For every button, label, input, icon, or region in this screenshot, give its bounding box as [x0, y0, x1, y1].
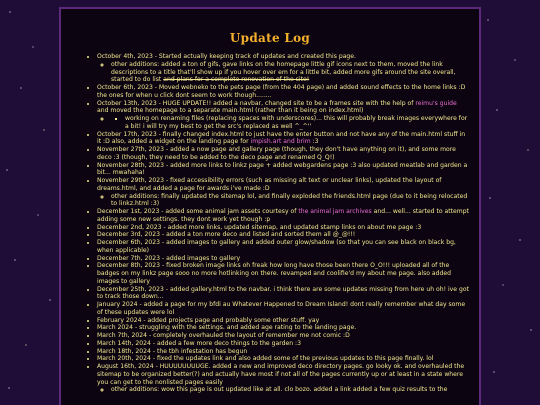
log-entry: • November 28th, 2023 - added more links to linkz page + added webgardens page :3 also updated meatlab and garden a bit... mwahaha!: [97, 162, 469, 178]
sub-entry: ◦ other additions: added a ton of gifs, gave links on the homepage little gif icons next to them, moved the link descriptions to a title that'll show up if you hover over em for a little bit, added more gifs around the site overall, started to do list and plans for a complete renovation of the site!: [111, 61, 469, 84]
sub-entry: [111, 115, 469, 131]
log-entry: • December 7th, 2023 - added images to gallery: [97, 255, 469, 263]
log-entry: • August 16th, 2024 - HUUUUUUUUGE. added a new and improved deco directory pages. go looky ok. and overhauled the sitemap to be organized better(?) and actually have most if not all of the pages currently up or at least in a state where you can get to the nonlisted pages easily ◦ other additions: wow this page is out updated like at all. clo bozo. added a link added a few quiz results to the: [97, 363, 469, 394]
log-entry: • March 14th, 2024 - added a few more deco things to the garden :3: [97, 340, 469, 348]
update-log-panel: [59, 7, 481, 405]
log-entry: • December 6th, 2023 - added images to gallery and added outer glow/shadow (so that you can see black on black bg, when applicable): [97, 239, 469, 255]
log-entry: • October 4th, 2023 - Started actually keeping track of updates and created this page. ◦ other additions: added a ton of gifs, gave links on the homepage little gif icons next to them, moved the link descriptions to a title that'll show up if you hover over em for a little bit, added more gifs around the site overall, started to do list and plans for a complete renovation of the site!: [97, 53, 469, 84]
log-entry: • January 2024 - added a page for my bfdi au Whatever Happened to Dream Island! dont really remember what day some of these updates were lol: [97, 301, 469, 317]
log-entry: • December 8th, 2023 - fixed broken image links oh freak how long have those been there O_O!!! uploaded all of the badges on my linkz page sooo no more hotlinking on there. revamped and coolifie'd my about me page. also added images to gallery: [97, 262, 469, 285]
sub-list: [97, 61, 469, 84]
log-entry: • October 6th, 2023 - Moved webneko to the pets page (from the 404 page) and added sound effects to the home links :D the ones for when u click dont seem to work though........: [97, 84, 469, 100]
sub-entry: ◦ other additions: finally updated the sitemap lol, and finally exploded the friends.html page (due to it being relocated to linkz.html :3): [111, 193, 469, 209]
log-entry: • December 3rd, 2023 - added a ton more deco and listed and sorted them all @_@!!!: [97, 231, 469, 239]
update-list: [61, 53, 479, 394]
sub-sub-list: [111, 115, 469, 131]
log-entry: • November 27th, 2023 - added a now page and gallery page (though, they don't have anything on it), and some more deco :3 (though, they need to be added to the deco page and renamed Q_Q!): [97, 146, 469, 162]
strikethrough-text: and plans for a complete renovation of the site!: [163, 76, 310, 84]
log-entry: • March 7th, 2024 - completely overhauled the layout of remember me not comic :D: [97, 332, 469, 340]
sub-entry: ◦ other additions: wow this page is out updated like at all. clo bozo. added a link added a few quiz results to the: [111, 386, 469, 394]
page-title: Update Log: [229, 31, 311, 45]
log-entry: • December 25th, 2023 - added gallery.html to the navbar. i think there are some updates missing from here uh oh! ive got to track those down...: [97, 286, 469, 302]
reimu-guide-link[interactable]: reimu's guide: [415, 99, 457, 107]
sub-list: [97, 386, 469, 394]
log-entry: • March 18th, 2024 - the tbh infestation has begun: [97, 348, 469, 356]
log-entry: • March 2024 - struggling with the settings. and added age rating to the landing page.: [97, 324, 469, 332]
log-entry: • February 2024 - added projects page and probably some other stuff. yay: [97, 317, 469, 325]
sub-entry: ▪ ◦ working on renaming files (replacing spaces with underscores)... this will probably break images everywhere for a bit! i will try my best to get the src's replaced as well ^_^'': [125, 115, 469, 131]
impish-art-link[interactable]: impish.art and brim: [250, 138, 311, 146]
sub-list: [97, 193, 469, 209]
log-entry: • March 20th, 2024 - fixed the updates link and also added some of the previous updates to this page finally. lol: [97, 355, 469, 363]
log-entry: • October 17th, 2023 - finally changed index.html to just have the enter button and not have any of the main.html stuff in it :D also, added a widget on the landing page for impish.art and brim :3: [97, 131, 469, 147]
log-entry: • December 2nd, 2023 - added more links, updated sitemap, and updated stamp links on about me page :3: [97, 224, 469, 232]
log-entry: • December 1st, 2023 - added some animal jam assets courtesy of the animal jam archives and... well... started to attempt adding some new settings. they dont work yet though :p: [97, 208, 469, 224]
sub-list: [97, 115, 469, 131]
log-entry: • November 29th, 2023 - fixed accessibility errors (such as missing alt text or unclear links), updated the layout of dreams.html, and added a page for awards i've made :D ◦ other additions: finally updated the sitemap lol, and finally exploded the friends.html page (due to it being relocated to linkz.html :3): [97, 177, 469, 208]
log-entry: • October 13th, 2023 - HUGE UPDATE!! added a navbar, changed site to be a frames site with the help of reimu's guide and moved the homepage to a separate main.html (rather than it being on index.html) ▪ ◦ working on renaming files (replacing spaces with underscores)... this will probably break images everywhere for a bit! i will try my best to get the src's replaced as well ^_^'': [97, 100, 469, 131]
animal-jam-archives-link[interactable]: the animal jam archives: [298, 208, 372, 215]
